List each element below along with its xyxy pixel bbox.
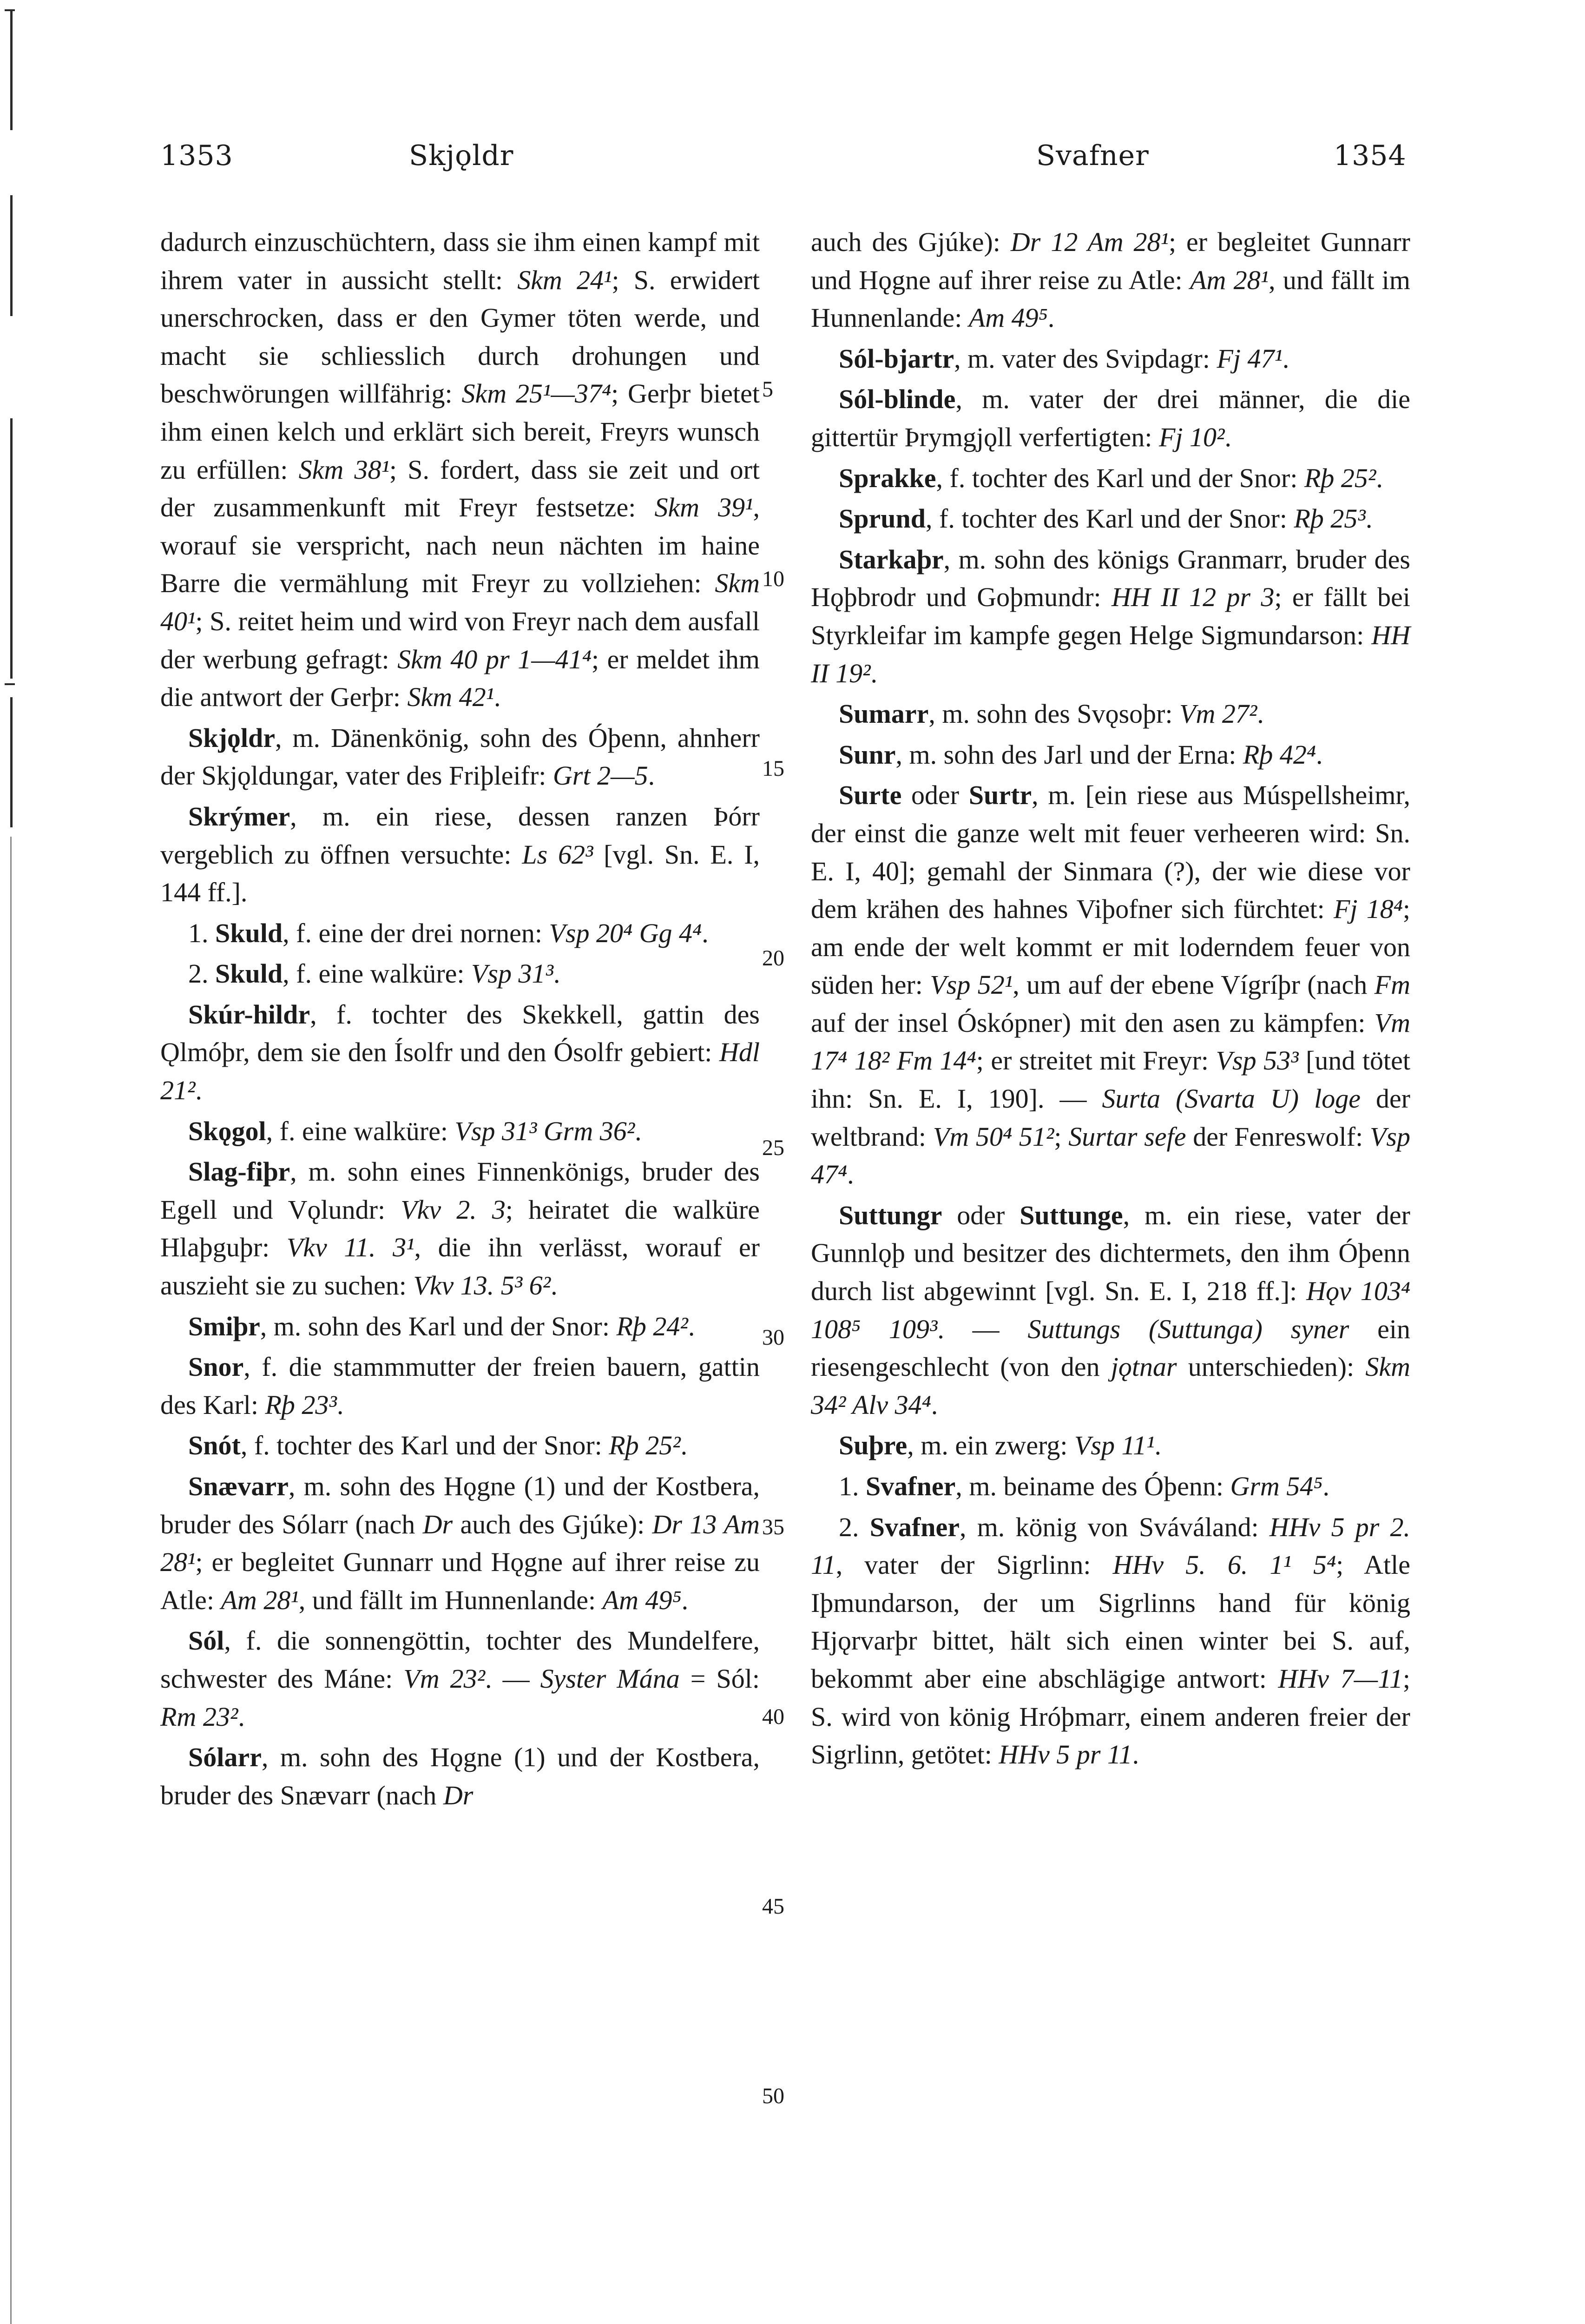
- dictionary-entry: Snor, f. die stammmutter der freien bauern, gattin des Karl: Rþ 23³.: [160, 1352, 760, 1420]
- line-number: 35: [762, 1515, 784, 1539]
- scan-edge-line-upper: [10, 195, 13, 316]
- dictionary-entry: Sól, f. die sonnengöttin, tochter des Mundelfere, schwester des Máne: Vm 23². — Syster Mána = Sól: Rm 23².: [160, 1625, 760, 1732]
- dictionary-entry: Starkaþr, m. sohn des königs Granmarr, bruder des Hǫþbrodr und Goþmundr: HH II 12 pr 3; er fällt bei Styrkleifar im kampfe gegen Helge Sigmundarson: HH II 19².: [811, 544, 1410, 688]
- dictionary-entry: Snót, f. tochter des Karl und der Snor: Rþ 25².: [188, 1430, 688, 1461]
- line-number: 15: [762, 756, 784, 781]
- dictionary-entry: 1. Svafner, m. beiname des Óþenn: Grm 54⁵.: [839, 1471, 1329, 1501]
- dictionary-entry: Skǫgol, f. eine walküre: Vsp 31³ Grm 36².: [188, 1116, 642, 1146]
- scan-edge-tick: [5, 683, 15, 685]
- line-number: 20: [762, 946, 784, 971]
- line-number: 10: [762, 567, 784, 591]
- dictionary-entry: Sumarr, m. sohn des Svǫsoþr: Vm 27².: [839, 699, 1264, 729]
- dictionary-entry: Sól-blinde, m. vater der drei männer, die die gittertür Þrymgjǫll verfertigten: Fj 10².: [811, 384, 1410, 452]
- dictionary-entry: Snævarr, m. sohn des Hǫgne (1) und der Kostbera, bruder des Sólarr (nach Dr auch des Gjúke): Dr 13 Am 28¹; er begleitet Gunnarr und Hǫgne auf ihrer reise zu Atle: Am 28¹, und fällt im Hunnenlande: Am 49⁵.: [160, 1471, 760, 1615]
- scan-edge-line-bottom: [10, 837, 12, 2324]
- line-number: 30: [762, 1325, 784, 1350]
- dictionary-entry: Skúr-hildr, f. tochter des Skekkell, gattin des Ǫlmóþr, dem sie den Ísolfr und den Ósolfr gebiert: Hdl 21².: [160, 999, 760, 1106]
- running-head-left: Skjǫldr: [409, 139, 514, 172]
- line-number: 5: [762, 377, 773, 402]
- dictionary-entry: Sprakke, f. tochter des Karl und der Snor: Rþ 25².: [839, 462, 1383, 493]
- scan-edge-line-lower: [10, 697, 13, 827]
- dictionary-entry: Smiþr, m. sohn des Karl und der Snor: Rþ 24².: [188, 1311, 695, 1341]
- dictionary-entry: dadurch einzuschüchtern, dass sie ihm einen kampf mit ihrem vater in aussicht stellt: Skm 24¹; S. erwidert unerschrocken, dass er den Gymer töten werde, und macht sie schliesslich durch drohungen und beschwörungen willfährig: Skm 25¹—37⁴; Gerþr bietet ihm einen kelch und erklärt sich bereit, Freyrs wunsch zu erfüllen: Skm 38¹; S. fordert, dass sie zeit und ort der zusammenkunft mit Freyr festsetze: Skm 39¹, worauf sie verspricht, nach neun nächten im haine Barre die vermählung mit Freyr zu vollziehen: Skm 40¹; S. reitet heim und wird von Freyr nach dem ausfall der werbung gefragt: Skm 40 pr 1—41⁴; er meldet ihm die antwort der Gerþr: Skm 42¹.: [160, 227, 760, 713]
- dictionary-entry: Sunr, m. sohn des Jarl und der Erna: Rþ 42⁴.: [839, 739, 1323, 770]
- dictionary-entry: Surte oder Surtr, m. [ein riese aus Múspellsheimr, der einst die ganze welt mit feuer verheeren wird: Sn. E. I, 40]; gemahl der Sinmara (?), der wie diese vor dem krähen des hahnes Viþofner sich fürchtet: Fj 18⁴; am ende der welt kommt er mit loderndem feuer von süden her: Vsp 52¹, um auf der ebene Vígríþr (nach Fm auf der insel Óskópner) mit den asen zu kämpfen: Vm 17⁴ 18² Fm 14⁴; er streitet mit Freyr: Vsp 53³ [und tötet ihn: Sn. E. I, 190]. — Surta (Svarta U) loge der weltbrand: Vm 50⁴ 51²; Surtar sefe der Fenreswolf: Vsp 47⁴.: [811, 780, 1411, 1190]
- line-number: 25: [762, 1136, 784, 1160]
- dictionary-entry: Skjǫldr, m. Dänenkönig, sohn des Óþenn, ahnherr der Skjǫldungar, vater des Friþleifr: Grt 2—5.: [160, 722, 760, 791]
- dictionary-entry: auch des Gjúke): Dr 12 Am 28¹; er begleitet Gunnarr und Hǫgne auf ihrer reise zu Atle: Am 28¹, und fällt im Hunnenlande: Am 49⁵.: [811, 227, 1411, 333]
- dictionary-entry: Suþre, m. ein zwerg: Vsp 11¹.: [839, 1430, 1162, 1461]
- line-number: 45: [762, 1894, 784, 1919]
- dictionary-entry: Slag-fiþr, m. sohn eines Finnenkönigs, bruder des Egell und Vǫlundr: Vkv 2. 3; heiratet die walküre Hlaþguþr: Vkv 11. 3¹, die ihn verlässt, worauf er auszieht sie zu suchen: Vkv 13. 5³ 6².: [160, 1156, 760, 1301]
- running-head-right: Svafner: [1036, 139, 1149, 172]
- page-number-right: 1354: [1334, 139, 1407, 172]
- dictionary-entry: 1. Skuld, f. eine der drei nornen: Vsp 20⁴ Gg 4⁴.: [188, 918, 709, 948]
- page-number-left: 1353: [160, 139, 233, 172]
- scan-edge-tick: [5, 9, 15, 11]
- dictionary-entry: 2. Skuld, f. eine walküre: Vsp 31³.: [188, 958, 560, 989]
- left-column: [160, 223, 760, 1817]
- dictionary-entry: Sprund, f. tochter des Karl und der Snor: Rþ 25³.: [839, 503, 1373, 534]
- scan-edge-line-middle: [10, 418, 13, 679]
- line-number: 50: [762, 2084, 784, 2108]
- dictionary-entry: Sól-bjartr, m. vater des Svipdagr: Fj 47¹.: [839, 343, 1289, 374]
- line-number: 40: [762, 1704, 784, 1729]
- dictionary-entry: Suttungr oder Suttunge, m. ein riese, vater der Gunnlǫþ und besitzer des dichtermets, den ihm Óþenn durch list abgewinnt [vgl. Sn. E. I, 218 ff.]: Hǫv 103⁴ 108⁵ 109³. — Suttungs (Suttunga) syner ein riesengeschlecht (von den jǫtnar unterschieden): Skm 34² Alv 34⁴.: [811, 1200, 1410, 1420]
- dictionary-entry: Skrýmer, m. ein riese, dessen ranzen Þórr vergeblich zu öffnen versuchte: Ls 62³ [vgl. Sn. E. I, 144 ff.].: [160, 801, 760, 908]
- dictionary-entry: 2. Svafner, m. könig von Sváváland: HHv 5 pr 2. 11, vater der Sigrlinn: HHv 5. 6. 1¹ 5⁴; Atle Iþmundarson, der um Sigrlinns hand für könig Hjǫrvarþr bittet, hält sich einen winter bei S. auf, bekommt aber eine abschlägige antwort: HHv 7—11; S. wird von könig Hróþmarr, einem anderen freier der Sigrlinn, getötet: HHv 5 pr 11.: [811, 1512, 1411, 1770]
- dictionary-entry: Sólarr, m. sohn des Hǫgne (1) und der Kostbera, bruder des Snævarr (nach Dr: [160, 1742, 760, 1810]
- right-column: [811, 223, 1410, 1776]
- scan-edge-line-top: [10, 9, 13, 130]
